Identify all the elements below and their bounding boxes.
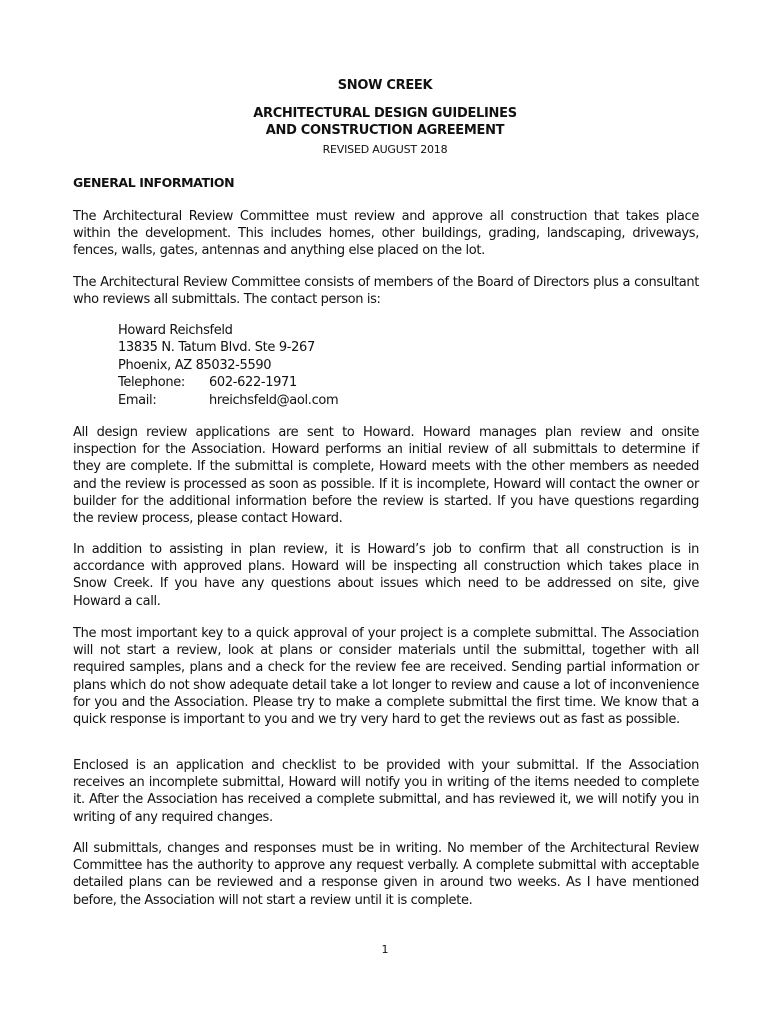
paragraph-review-process: All design review applications are sent to Howard. Howard manages plan review and onsite inspection for the Association. Howard performs an initial review of all submittals to determine if they are complete. If the submittal is complete, Howard meets with the other members as needed and the review is processed as soon as possible. If it is incomplete, Howard will contact the owner or builder for the additional information before the review is started. If you have questions regarding the review process, please contact Howard. [73,425,699,527]
paragraph-review-scope: The Architectural Review Committee must review and approve all construction that takes place within the development. This includes homes, other buildings, grading, landscaping, driveways, fences, walls, gates, antennas and anything else placed on the lot. [73,209,699,259]
subtitle-line-1: ARCHITECTURAL DESIGN GUIDELINES [253,106,517,121]
paragraph-complete-submittal: The most important key to a quick approval of your project is a complete submittal. The Association will not start a review, look at plans or consider materials until the submittal, together with all required samples, plans and a check for the review fee are received. Sending partial information or plans which do not show adequate detail take a lot longer to review and cause a lot of inconvenience for you and the Association. Please try to make a complete submittal the first time. We know that a quick response is important to you and we try very hard to get the reviews out as fast as possible. [73,626,699,728]
revision-date: REVISED AUGUST 2018 [322,143,448,156]
contact-block [118,322,338,409]
paragraph-written-submittals: All submittals, changes and responses must be in writing. No member of the Architectural Review Committee has the authority to approve any request verbally. A complete submittal with acceptable detailed plans can be reviewed and a response given in around two weeks. As I have mentioned before, the Association will not start a review until it is complete. [73,841,699,908]
contact-email-row [118,392,338,409]
contact-name: Howard Reichsfeld [118,323,233,338]
document-subtitle [0,105,770,139]
contact-address-line-1: 13835 N. Tatum Blvd. Ste 9-267 [118,340,315,356]
email-label: Email: [118,392,157,408]
telephone-value: 602-622-1971 [209,375,297,391]
subtitle-line-2: AND CONSTRUCTION AGREEMENT [265,123,505,138]
page-number: 1 [381,943,389,956]
document-title: SNOW CREEK [337,78,433,93]
paragraph-inspection: In addition to assisting in plan review, it is Howard’s job to confirm that all construction is in accordance with approved plans. Howard will be inspecting all construction which takes place in Snow Creek. If you have any questions about issues which need to be addressed on site, give Howard a call. [73,542,699,609]
contact-address-line-2: Phoenix, AZ 85032-5590 [118,357,272,373]
paragraph-enclosed-application: Enclosed is an application and checklist to be provided with your submittal. If the Association receives an incomplete submittal, Howard will notify you in writing of the items needed to complete it. After the Association has received a complete submittal, and has reviewed it, we will notify you in writing of any required changes. [73,758,699,825]
telephone-label: Telephone: [118,375,185,391]
email-value: hreichsfeld@aol.com [209,392,339,408]
contact-telephone-row [118,374,338,391]
section-heading: GENERAL INFORMATION [73,175,235,190]
paragraph-committee-members: The Architectural Review Committee consists of members of the Board of Directors plus a consultant who reviews all submittals. The contact person is: [73,275,699,308]
